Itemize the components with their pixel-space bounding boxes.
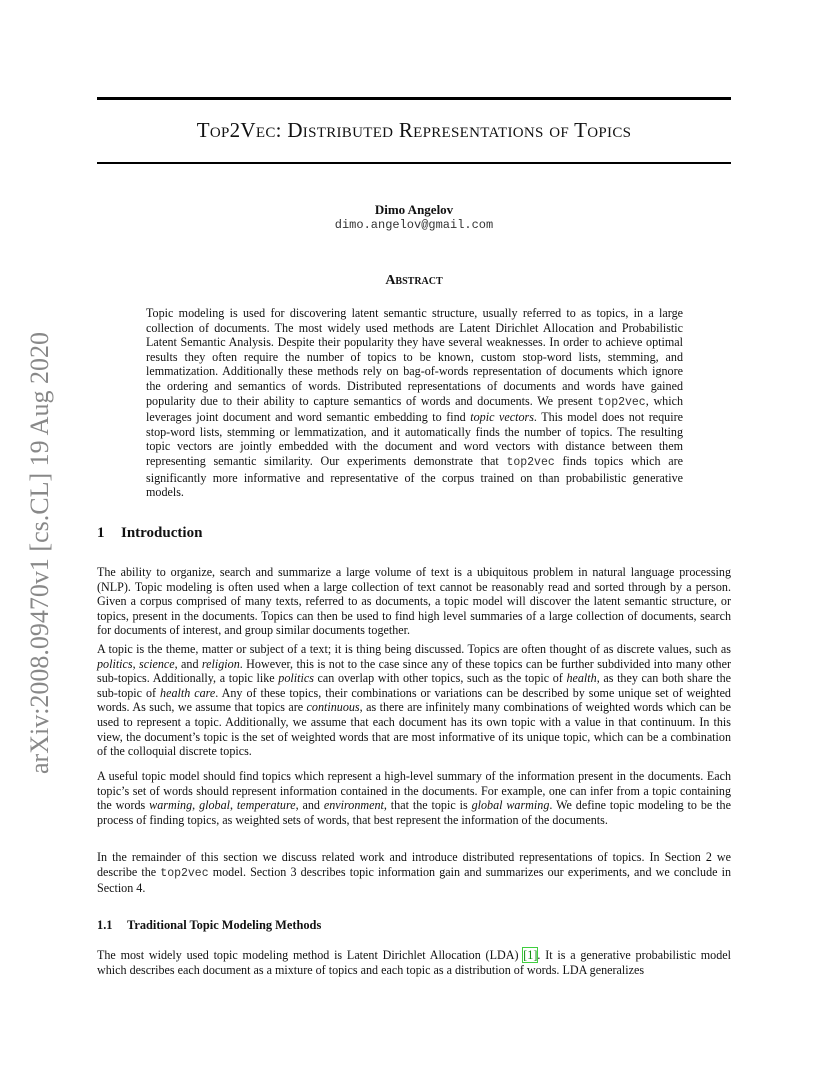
paper-title: Top2Vec: Distributed Representations of Topics — [196, 118, 632, 142]
subsection-paragraph-1: The most widely used topic modeling method is Latent Dirichlet Allocation (LDA) [1]. It is a generative probabilistic model which describes each document as a mixture of topics and each topic as a distribution of words. LDA generalizes — [97, 948, 732, 977]
intro-paragraph-3: A useful topic model should find topics which represent a high-level summary of the information present in the documents. Each topic’s set of words should represent information contained in the documents. For example, one can infer from a topic containing the words warming, global, temperature, and environment, that the topic is global warming. We define topic modeling to be the process of finding topics, as weighted sets of words, that best represent the information of the documents. — [97, 769, 731, 827]
code-top2vec: top2vec — [506, 455, 555, 469]
citation-link[interactable]: [1] — [523, 948, 538, 962]
section-heading-introduction: 1 Introduction — [97, 525, 203, 541]
code-top2vec: top2vec — [160, 866, 209, 880]
abstract-text: Topic modeling is used for discovering latent semantic structure, usually referred to as topics, in a large collection of documents. The most widely used methods are Latent Dirichlet Allocation and Probabilistic Latent Semantic Analysis. Despite their popularity they have several weaknesses. In order to achieve optimal results they often require the number of topics to be known, custom stop-word lists, stemming, and lemmatization. Additionally these methods rely on bag-of-words representation of documents which ignore the ordering and semantics of words. Distributed representations of documents and words have gained popularity due to their ability to capture semantics of words and documents. We present top2vec, which leverages joint document and word semantic embedding to find topic vectors. This model does not require stop-word lists, stemming or lemmatization, and it automatically finds the number of topics. The resulting topic vectors are jointly embedded with the document and word vectors with distance between them representing semantic similarity. Our experiments demonstrate that top2vec finds topics which are significantly more informative and representative of the corpus trained on than probabilistic generative models. — [146, 306, 683, 500]
subsection-heading-traditional-methods: 1.1 Traditional Topic Modeling Methods — [97, 918, 322, 932]
intro-paragraph-4: In the remainder of this section we discuss related work and introduce distributed representations of topics. In Section 2 we describe the top2vec model. Section 3 describes topic information gain and summarizes our experiments, and we conclude in Section 4. — [97, 850, 731, 896]
author-name: Dimo Angelov — [374, 202, 454, 217]
arxiv-identifier: arXiv:2008.09470v1 [cs.CL] 19 Aug 2020 — [25, 332, 54, 774]
title-top-rule — [97, 97, 731, 100]
intro-paragraph-1: The ability to organize, search and summarize a large volume of text is a ubiquitous problem in natural language processing (NLP). Topic modeling is often used when a large collection of text cannot be reasonably read and sorted through by a person. Given a corpus comprised of many texts, referred to as documents, a topic model will discover the latent semantic structure, or topics, present in the documents. Topics can then be used to find high level summaries of a large collection of documents, search for documents of interest, and group similar documents together. — [97, 565, 731, 638]
code-top2vec: top2vec — [597, 395, 646, 409]
abstract-heading: Abstract — [385, 273, 443, 288]
author-email: dimo.angelov@gmail.com — [334, 218, 494, 232]
intro-paragraph-2: A topic is the theme, matter or subject of a text; it is thing being discussed. Topics are often thought of as discrete values, such as politics, science, and religion. However, this is not to the case since any of these topics can be further subdivided into many other sub-topics. Additionally, a topic like politics can overlap with other topics, such as the topic of health, as they can both share the sub-topic of health care. Any of these topics, their combinations or variations can be described by some unique set of weighted words. As such, we assume that topics are continuous, as there are infinitely many combinations of weighted words which can be used to represent a topic. Additionally, we assume that each document has its own topic with a value in that continuum. In this view, the document’s topic is the set of weighted words that are most informative of its unique topic, which can be a combination of the colloquial discrete topics. — [97, 642, 731, 759]
title-bottom-rule — [97, 162, 731, 164]
